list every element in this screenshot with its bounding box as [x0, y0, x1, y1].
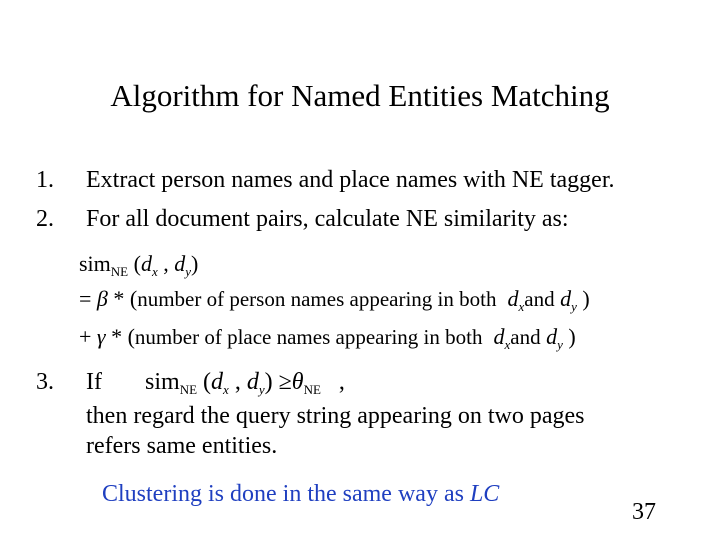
multiply-sign: *	[111, 324, 123, 349]
step-1	[36, 165, 614, 195]
geq-sign: ≥	[278, 369, 292, 395]
y-subscript: y	[258, 382, 265, 397]
step-number: 3.	[36, 369, 54, 395]
threshold-condition: sim$_{NE}$ ($d_x$ , $d_y) \ge\theta_{NE}$ ,	[145, 369, 345, 397]
step-number: 1.	[36, 167, 54, 193]
d-symbol: d	[560, 286, 572, 311]
place-count-text: number of place names appearing in both	[134, 325, 483, 349]
ne-subscript: NE	[303, 382, 321, 397]
multiply-sign: *	[113, 286, 125, 311]
equals-sign: =	[79, 286, 92, 311]
d-symbol: d	[246, 369, 259, 395]
d-symbol: d	[174, 251, 186, 276]
d-symbol: d	[493, 324, 505, 349]
theta-symbol: θ	[291, 369, 304, 395]
x-subscript: x	[504, 337, 511, 352]
step-text: If	[86, 369, 102, 395]
step-text: Extract person names and place names with NE tagger.	[86, 167, 615, 193]
sim-function: sim	[79, 251, 111, 276]
footer-lc: LC	[469, 481, 500, 507]
page-number: 37	[632, 499, 656, 525]
beta-symbol: β	[96, 286, 108, 311]
step-text: For all document pairs, calculate NE similarity as:	[86, 206, 569, 232]
ne-subscript: NE	[179, 382, 198, 397]
similarity-definition: sim$_{NE}$ ($d_x$ , $d_y$)	[79, 251, 199, 279]
x-subscript: x	[223, 382, 229, 397]
x-subscript: x	[151, 264, 158, 279]
x-subscript: x	[518, 299, 525, 314]
d-symbol: d	[140, 251, 152, 276]
slide-title: Algorithm for Named Entities Matching	[110, 78, 610, 113]
d-symbol: d	[211, 369, 224, 395]
y-subscript: y	[571, 299, 577, 314]
ne-subscript: NE	[110, 264, 129, 279]
step-3	[36, 367, 102, 397]
and-text: and	[510, 325, 541, 349]
step-number: 2.	[36, 206, 54, 232]
gamma-symbol: γ	[96, 324, 106, 349]
step-2	[36, 204, 569, 234]
sim-function: sim	[145, 369, 180, 395]
person-term: = β * (number of person names appearing in both $d_xand$ $d_y$ )	[79, 286, 590, 314]
d-symbol: d	[546, 324, 558, 349]
y-subscript: y	[185, 264, 192, 279]
footer-note	[102, 481, 499, 508]
place-term: + γ * (number of place names appearing in both $d_xand$ $d_y$ )	[79, 324, 576, 352]
and-text: and	[524, 287, 555, 311]
step-3-continuation: then regard the query string appearing on two pages	[86, 403, 585, 429]
y-subscript: y	[557, 337, 563, 352]
plus-sign: +	[79, 324, 92, 349]
d-symbol: d	[507, 286, 519, 311]
person-count-text: number of person names appearing in both	[137, 287, 497, 311]
step-3-continuation: refers same entities.	[86, 433, 278, 459]
footer-text: Clustering is done in the same way as	[102, 481, 470, 507]
